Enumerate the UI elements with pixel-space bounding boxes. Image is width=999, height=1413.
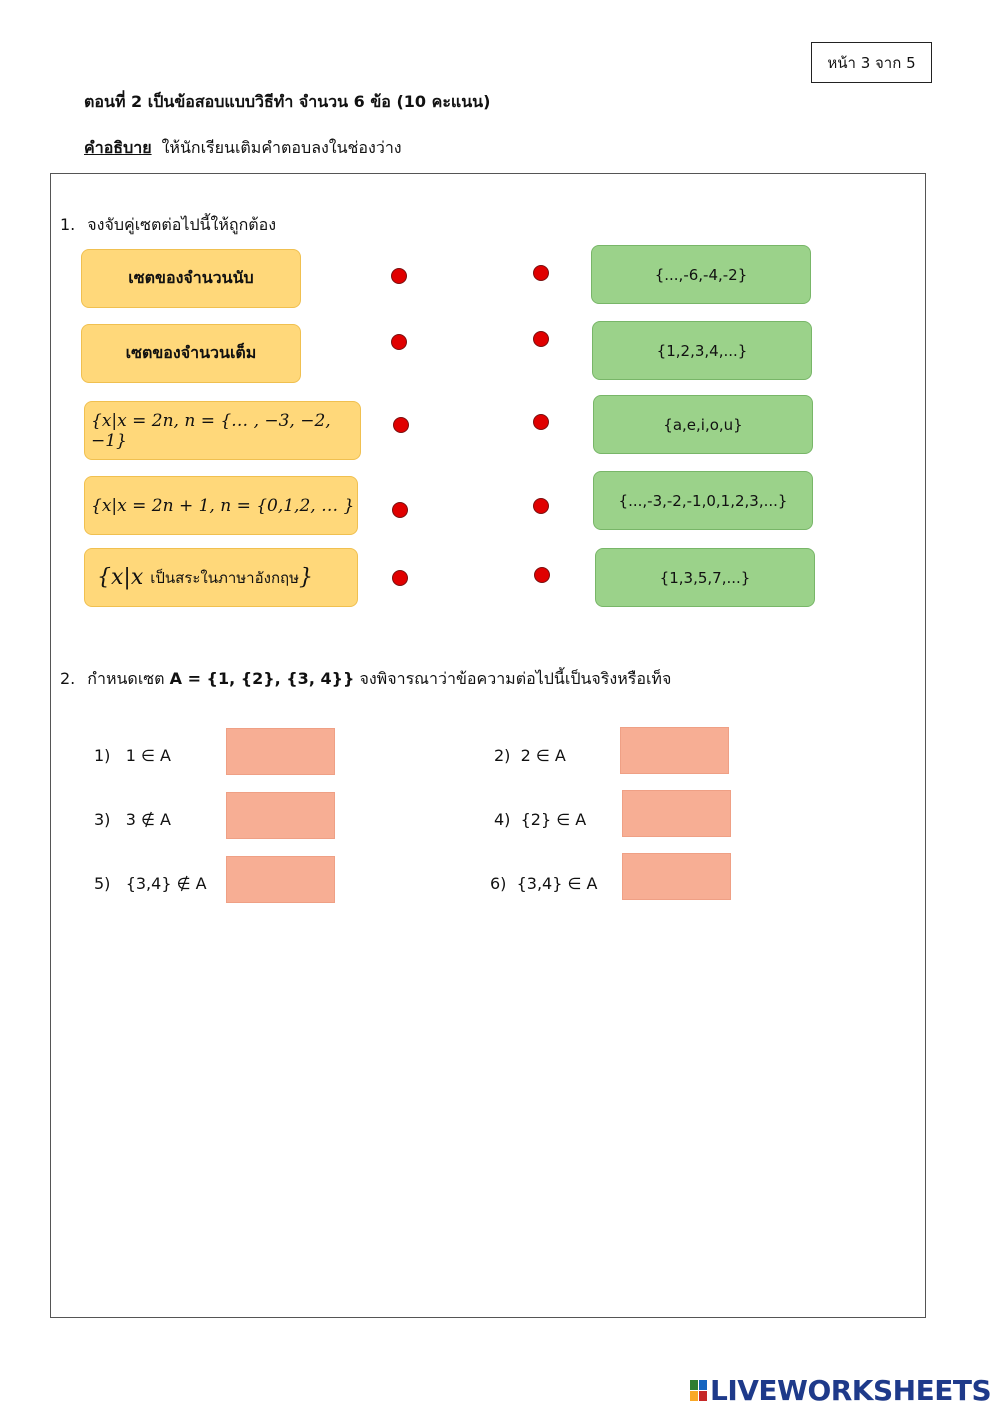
statement-3 [94, 810, 171, 829]
question-2-number: 2. [60, 669, 76, 688]
statement-3-number: 3) [94, 810, 111, 829]
answer-box-5[interactable] [226, 856, 335, 903]
instruction-text: ให้นักเรียนเติมคำตอบลงในช่องว่าง [161, 138, 402, 157]
match-left-5 [84, 548, 358, 607]
question-2 [60, 667, 671, 692]
match-dot-left-5[interactable] [392, 570, 408, 586]
answer-box-3[interactable] [226, 792, 335, 839]
question-1 [60, 213, 276, 238]
match-right-4: {...,-3,-2,-1,0,1,2,3,...} [593, 471, 813, 530]
match-dot-left-3[interactable] [393, 417, 409, 433]
match-left-2: เซตของจำนวนเต็ม [81, 324, 301, 383]
match-dot-right-5[interactable] [534, 567, 550, 583]
statement-4 [494, 810, 586, 829]
statement-5 [94, 874, 207, 893]
match-dot-right-4[interactable] [533, 498, 549, 514]
statement-6-expr: {3,4} ∈ A [516, 874, 598, 893]
match-right-3: {a,e,i,o,u} [593, 395, 813, 454]
question-1-text: จงจับคู่เซตต่อไปนี้ให้ถูกต้อง [87, 215, 277, 234]
match-dot-right-2[interactable] [533, 331, 549, 347]
match-left-5-close: } [299, 565, 313, 590]
liveworksheets-logo [690, 1374, 991, 1407]
match-left-4: {x|x = 2n + 1, n = {0,1,2, … } [84, 476, 358, 535]
answer-box-6[interactable] [622, 853, 731, 900]
answer-box-1[interactable] [226, 728, 335, 775]
match-right-5: {1,3,5,7,...} [595, 548, 815, 607]
answer-box-2[interactable] [620, 727, 729, 774]
match-dot-left-1[interactable] [391, 268, 407, 284]
part-heading: ตอนที่ 2 เป็นข้อสอบแบบวิธีทำ จำนวน 6 ข้อ (10 คะแนน) [84, 92, 491, 111]
statement-2-expr: 2 ∈ A [520, 746, 566, 765]
statement-2-number: 2) [494, 746, 511, 765]
match-dot-right-1[interactable] [533, 265, 549, 281]
statement-1 [94, 746, 171, 765]
question-1-number: 1. [60, 215, 76, 234]
set-definition: A = {1, {2}, {3, 4}} [169, 669, 355, 688]
instruction-label: คำอธิบาย [84, 138, 152, 157]
liveworksheets-logo-icon [690, 1380, 707, 1401]
statement-6-number: 6) [490, 874, 507, 893]
match-left-3: {x|x = 2n, n = {… , −3, −2, −1} [84, 401, 361, 460]
match-right-2: {1,2,3,4,...} [592, 321, 812, 380]
statement-1-number: 1) [94, 746, 111, 765]
statement-5-number: 5) [94, 874, 111, 893]
statement-2 [494, 746, 566, 765]
liveworksheets-logo-text: LIVEWORKSHEETS [710, 1374, 992, 1407]
match-dot-right-3[interactable] [533, 414, 549, 430]
question-2-suffix: จงพิจารณาว่าข้อความต่อไปนี้เป็นจริงหรือเท็จ [359, 669, 672, 688]
match-dot-left-4[interactable] [392, 502, 408, 518]
statement-5-expr: {3,4} ∉ A [125, 874, 207, 893]
match-left-5-text: เป็นสระในภาษาอังกฤษ [150, 568, 299, 587]
match-left-5-open: {x|x [97, 565, 144, 590]
page-number: หน้า 3 จาก 5 [811, 42, 932, 83]
statement-6 [490, 874, 597, 893]
statement-1-expr: 1 ∈ A [125, 746, 171, 765]
match-right-1: {...,-6,-4,-2} [591, 245, 811, 304]
instruction [84, 136, 402, 161]
match-dot-left-2[interactable] [391, 334, 407, 350]
statement-4-number: 4) [494, 810, 511, 829]
answer-box-4[interactable] [622, 790, 731, 837]
match-left-1: เซตของจำนวนนับ [81, 249, 301, 308]
statement-3-expr: 3 ∉ A [125, 810, 171, 829]
statement-4-expr: {2} ∈ A [520, 810, 587, 829]
question-2-prefix: กำหนดเซต [87, 669, 165, 688]
